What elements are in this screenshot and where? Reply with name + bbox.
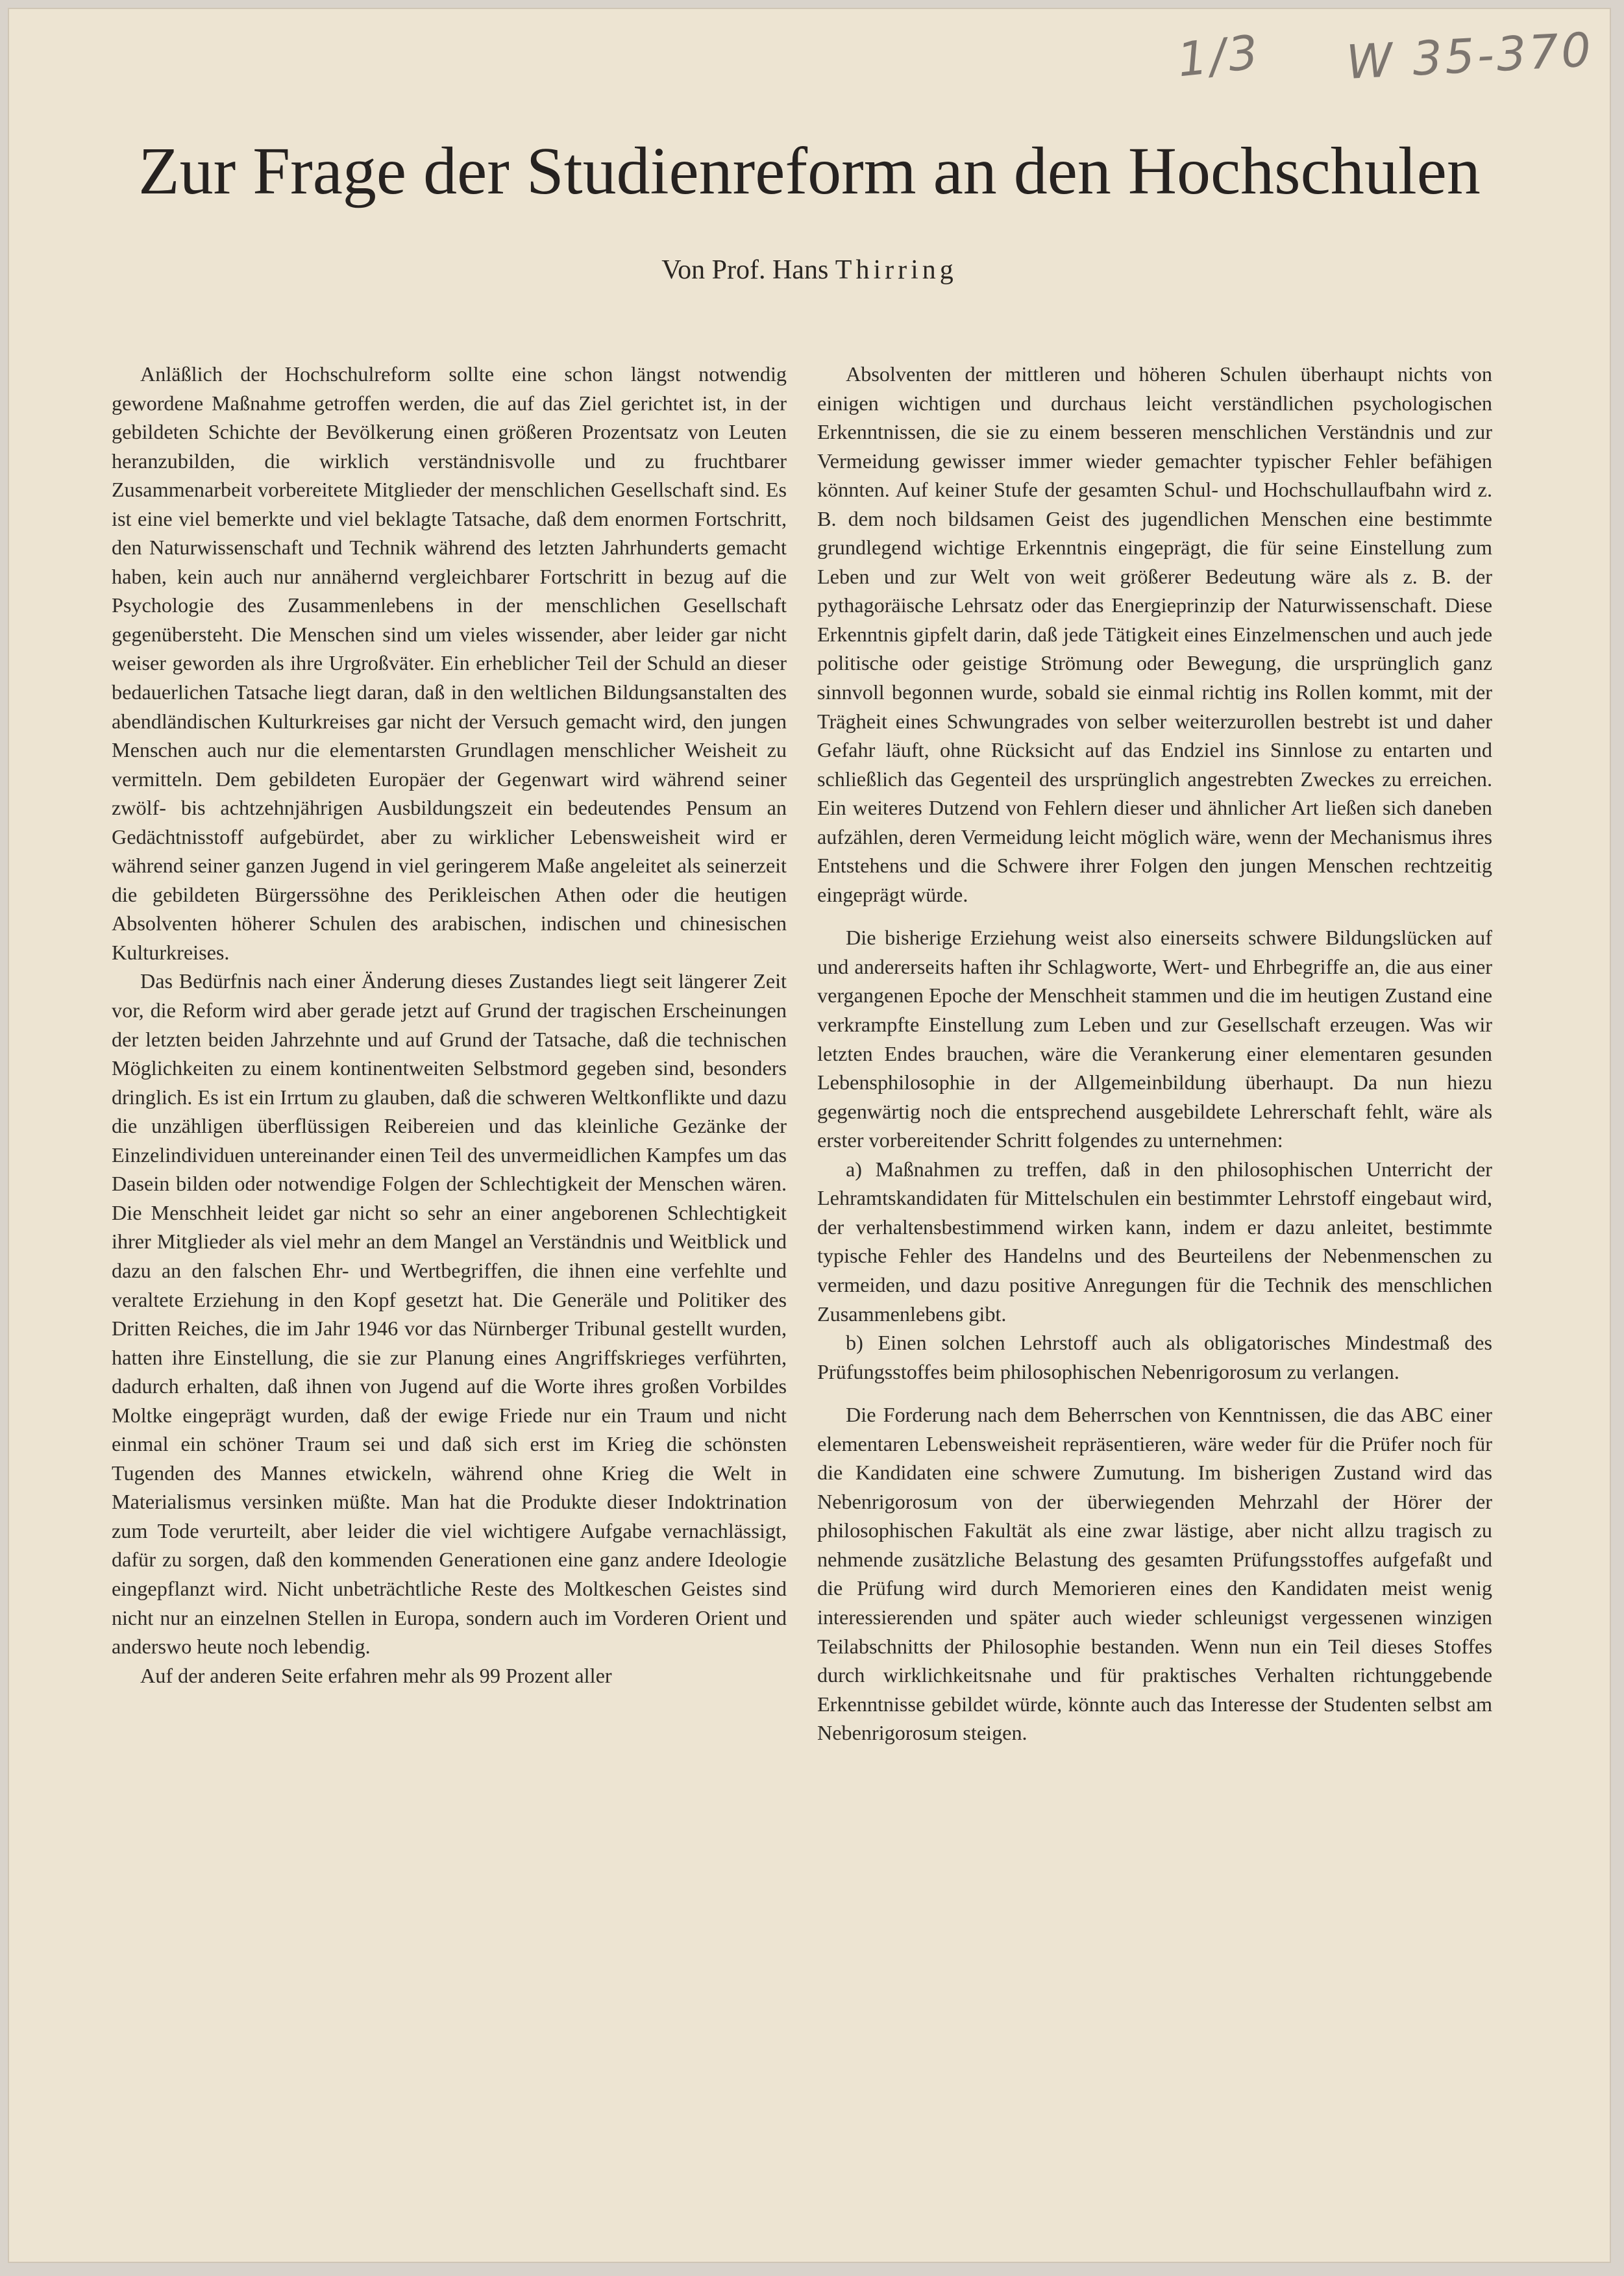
- paragraph: Die Forderung nach dem Beherrschen von Kenntnissen, die das ABC einer elementaren Lebensweisheit repräsentieren, wäre weder für die Prüfer noch für die Kandidaten eine schwere Zumutung. Im bisherigen Zustand wird das Nebenrigorosum von der überwiegenden Mehrzahl der Hörer der philosophischen Fakultät als eine zwar lästige, aber nicht allzu tragisch zu nehmende zusätzliche Belastung des gesamten Prüfungsstoffes aufgefaßt und die Prüfung wird durch Memorieren eines den Kandidaten meist wenig interessierenden und später auch wieder schleunigst vergessenen winzigen Teilabschnitts der Philosophie bestanden. Wenn nun ein Teil dieses Stoffes durch wirklichkeitsnahe und für praktisches Verhalten richtunggebende Erkenntnisse gebildet würde, könnte auch das Interesse der Studenten selbst am Nebenrigorosum steigen.: [817, 1403, 1492, 1745]
- archive-folio-note: 1/3: [1174, 24, 1263, 88]
- left-column: [112, 360, 787, 1690]
- paragraph: Anläßlich der Hochschulreform sollte eine schon längst notwendig gewordene Maßnahme getroffen werden, die auf das Ziel gerichtet ist, in der gebildeten Schichte der Bevölkerung einen größeren Prozentsatz von Leuten heranzubilden, die wirklich verständnisvolle und zu fruchtbarer Zusammenarbeit vorbereitete Mitglieder der menschlichen Gesellschaft sind. Es ist eine viel bemerkte und viel beklagte Tatsache, daß dem enormen Fortschritt, den Naturwissenschaft und Technik während des letzten Jahrhunderts gemacht haben, kein auch nur annähernd vergleichbarer Fortschritt in bezug auf die Psychologie des Zusammenlebens in der menschlichen Gesellschaft gegenübersteht. Die Menschen sind um vieles wissender, aber leider gar nicht weiser geworden als ihre Urgroßväter. Ein erheblicher Teil der Schuld an dieser bedauerlichen Tatsache liegt daran, daß in den weltlichen Bildungsanstalten des abendländischen Kulturkreises gar nicht der Versuch gemacht wird, den jungen Menschen auch nur die elementarsten Grundlagen menschlicher Weisheit zu vermitteln. Dem gebildeten Europäer der Gegenwart wird während seiner zwölf- bis achtzehnjährigen Ausbildungszeit ein bedeutendes Pensum an Gedächtnisstoff aufgebürdet, aber zu wirklicher Lebensweisheit wird er während seiner ganzen Jugend in viel geringerem Maße angeleitet als seinerzeit die gebildeten Bürgerssöhne des Perikleischen Athen oder die heutigen Absolventen höherer Schulen des arabischen, indischen und chinesischen Kulturkreises.: [112, 362, 787, 964]
- paragraph: Die bisherige Erziehung weist also einerseits schwere Bildungslücken auf und andererseits haften ihr Schlagworte, Wert- und Ehrbegriffe an, die aus einer vergangenen Epoche der Menschheit stammen und die im heutigen Zustand eine verkrampfte Einstellung zum Leben und zur Gesellschaft erzeugen. Was wir letzten Endes brauchen, wäre die Verankerung einer elementaren gesunden Lebensphilosophie in der Allgemeinbildung überhaupt. Da nun hiezu gegenwärtig noch die entsprechend ausgebildete Lehrerschaft fehlt, wäre als erster vorbereitender Schritt folgendes zu unternehmen:: [817, 926, 1492, 1152]
- archive-signature-note: W 35-370: [1345, 22, 1595, 90]
- list-item-b: b) Einen solchen Lehrstoff auch als obligatorisches Mindestmaß des Prüfungsstoffes beim philosophischen Nebenrigorosum zu verlangen.: [817, 1331, 1492, 1383]
- author-name: Thirring: [835, 255, 957, 285]
- byline: [9, 254, 1610, 286]
- paragraph: Auf der anderen Seite erfahren mehr als 99 Prozent aller: [140, 1663, 612, 1687]
- list-item-a: a) Maßnahmen zu treffen, daß in den philosophischen Unterricht der Lehramtskandidaten für Mittelschulen ein bestimmter Lehrstoff eingebaut wird, der verhaltensbestimmend wirken kann, indem er dazu anleitet, bestimmte typische Fehler des Handelns und des Beurteilens der Nebenmenschen zu vermeiden, und dazu positive Anregungen für die Technik des menschlichen Zusammenlebens gibt.: [817, 1157, 1492, 1326]
- article-title: Zur Frage der Studienreform an den Hochschulen: [138, 134, 1481, 208]
- paragraph: Absolventen der mittleren und höheren Schulen überhaupt nichts von einigen wichtigen und durchaus leicht verständlichen psychologischen Erkenntnissen, die sie zu einem besseren menschlichen Verständnis und zur Vermeidung gewisser immer wieder gemachter typischer Fehler befähigen könnten. Auf keiner Stufe der gesamten Schul- und Hochschullaufbahn wird z. B. dem noch bildsamen Geist des jugendlichen Menschen eine bestimmte grundlegend wichtige Erkenntnis eingeprägt, die für seine Einstellung zum Leben und zur Welt von weit größerer Bedeutung wäre als z. B. der pythagoräische Lehrsatz oder das Energieprinzip der Naturwissenschaft. Diese Erkenntnis gipfelt darin, daß jede Tätigkeit eines Einzelmenschen und auch jede politische oder geistige Strömung oder Bewegung, die ursprünglich ganz sinnvoll begonnen wurde, sobald sie einmal richtig ins Rollen kommt, mit der Trägheit eines Schwungrades von selber weiterzurollen bestrebt ist und daher Gefahr läuft, ohne Rücksicht auf das Endziel ins Sinnlose zu entarten und schließlich das Gegenteil des ursprünglich angestrebten Zweckes zu erreichen. Ein weiteres Dutzend von Fehlern dieser und ähnlicher Art ließen sich daneben aufzählen, deren Vermeidung leicht möglich wäre, wenn der Mechanismus ihres Entstehens und die Schwere ihrer Folgen den jungen Menschen rechtzeitig eingeprägt würde.: [817, 362, 1492, 906]
- byline-prefix: Von Prof. Hans: [661, 255, 829, 285]
- document-page: [9, 9, 1610, 2262]
- paragraph: Das Bedürfnis nach einer Änderung dieses Zustandes liegt seit längerer Zeit vor, die Reform wird aber gerade jetzt auf Grund der tragischen Erscheinungen der letzten beiden Jahrzehnte und auf Grund der Tatsache, daß die technischen Möglichkeiten zu einem kontinentweiten Selbstmord gegeben sind, besonders dringlich. Es ist ein Irrtum zu glauben, daß die schweren Weltkonflikte und dazu die unzähligen überflüssigen Reibereien und das kleinliche Gezänke der Einzelindividuen untereinander einen Teil des unvermeidlichen Kampfes um das Dasein bilden oder notwendige Folgen der Schlechtigkeit der Menschen wären. Die Menschheit leidet gar nicht so sehr an einer angeborenen Schlechtigkeit ihrer Mitglieder als viel mehr an dem Mangel an Verständnis und Weitblick und dazu an den falschen Ehr- und Wertbegriffen, die ihnen eine verfehlte und veraltete Erziehung in den Kopf gesetzt hat. Die Generäle und Politiker des Dritten Reiches, die im Jahr 1946 vor das Nürnberger Tribunal gestellt wurden, hatten ihre Einstellung, die sie zur Planung eines Angriffskrieges verführten, dadurch erhalten, daß ihnen von Jugend auf die Worte ihres großen Vorbildes Moltke eingeprägt wurden, daß der ewige Friede nur ein Traum und nicht einmal ein schöner Traum sei und daß sich erst im Krieg die schönsten Tugenden des Mannes etwickeln, während ohne Krieg die Welt in Materialismus versinken müßte. Man hat die Produkte dieser Indoktrination zum Tode verurteilt, aber leider die viel wichtigere Aufgabe vernachlässigt, dafür zu sorgen, daß den kommenden Generationen eine ganz andere Ideologie eingepflanzt wird. Nicht unbeträchtliche Reste des Moltkeschen Geistes sind nicht nur an einzelnen Stellen in Europa, sondern auch im Vorderen Orient und anderswo heute noch lebendig.: [112, 969, 787, 1659]
- right-column: [817, 360, 1492, 1748]
